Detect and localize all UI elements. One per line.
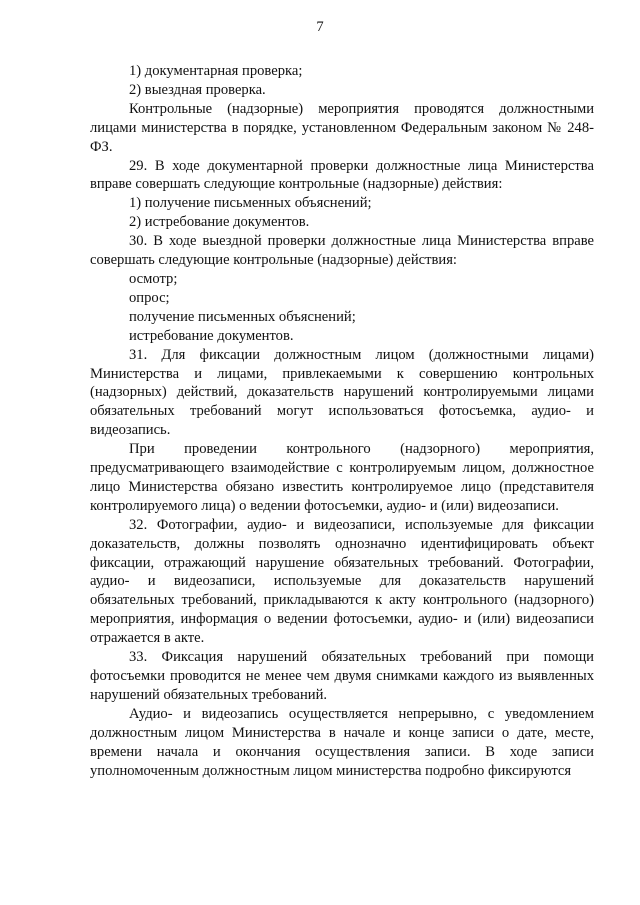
list-item-document-request-2: истребование документов.: [129, 327, 294, 344]
paragraph-32: 32. Фотографии, аудио- и видеозаписи, используемые для фиксации доказательств, должны позволять однозначно идентифицировать объект фиксации, отражающий нарушение обязательных требований. Фотографии, аудио- и видеозаписи, используемые для доказательств нарушений обязательных требований, прикладываются к акту контрольного (надзорного) мероприятия, информация о ведении фотосъемки, аудио- и (или) видеозаписи отражается в акте.: [90, 516, 594, 647]
page-number: 7: [316, 19, 324, 35]
list-item-documentary-check: 1) документарная проверка;: [129, 63, 303, 79]
paragraph-control-measures: Контрольные (надзорные) мероприятия проводятся должностными лицами министерства в порядке, установленном Федеральным законом № 248-ФЗ.: [90, 100, 594, 155]
list-item-document-request: 2) истребование документов.: [129, 214, 310, 231]
document-body: [90, 62, 594, 780]
paragraph-31: 31. Для фиксации должностным лицом (должностными лицами) Министерства и лицами, привлекаемыми к совершению контрольных (надзорных) действий, доказательств нарушений контролируемыми лицами обязательных требований могут использоваться фотосъемка, аудио- и видеозапись.: [90, 346, 594, 439]
paragraph-notification: При проведении контрольного (надзорного) мероприятия, предусматривающего взаимодействие с контролируемым лицом, должностное лицо Министерства обязано известить контролируемое лицо (представителя контролируемого лица) о ведении фотосъемки, аудио- и (или) видеозаписи.: [90, 441, 594, 514]
list-item-inspection: осмотр;: [129, 270, 178, 287]
list-item-written-explanations-2: получение письменных объяснений;: [129, 308, 356, 325]
paragraph-30: 30. В ходе выездной проверки должностные лица Министерства вправе совершать следующие контрольные (надзорные) действия:: [90, 233, 594, 269]
list-item-written-explanations: 1) получение письменных объяснений;: [129, 195, 372, 212]
paragraph-29: 29. В ходе документарной проверки должностные лица Министерства вправе совершать следующие контрольные (надзорные) действия:: [90, 157, 594, 193]
list-item-onsite-check: 2) выездная проверка.: [129, 81, 266, 98]
list-item-survey: опрос;: [129, 289, 170, 306]
paragraph-recording: Аудио- и видеозапись осуществляется непрерывно, с уведомлением должностным лицом Министерства в начале и конце записи о дате, месте, времени начала и окончания осуществления записи. В ходе записи уполномоченным должностным лицом министерства подробно фиксируются: [90, 705, 594, 779]
paragraph-33: 33. Фиксация нарушений обязательных требований при помощи фотосъемки проводится не менее чем двумя снимками каждого из выявленных нарушений обязательных требований.: [90, 649, 594, 703]
